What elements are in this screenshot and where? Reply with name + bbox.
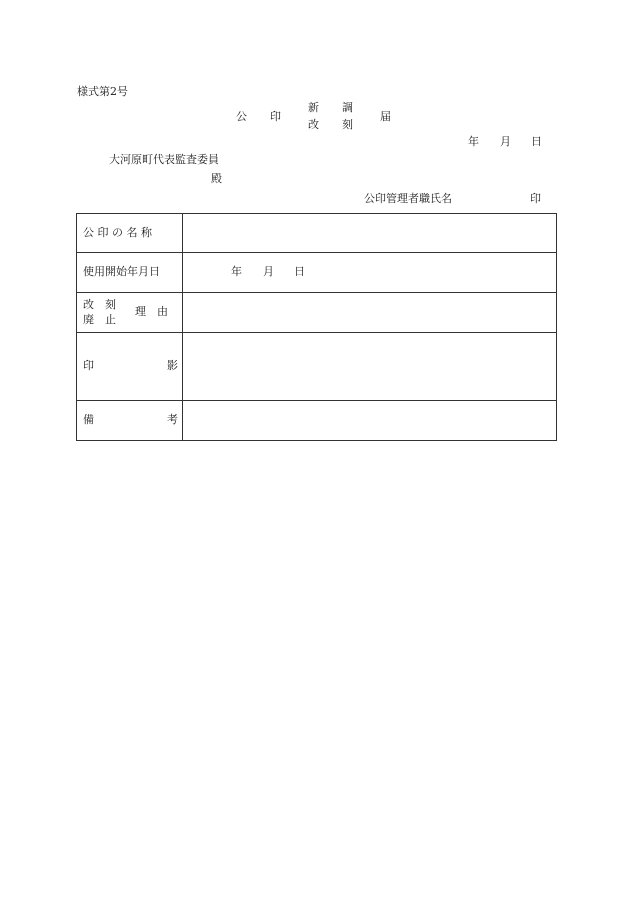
label-remarks [77,401,183,441]
impression-label-left: 印 [83,359,94,372]
seal-mark: 印 [530,192,541,205]
title-char-ko: 公 [236,110,247,123]
start-date-day: 日 [294,265,305,278]
value-seal-name[interactable] [183,214,557,253]
title-char-koku: 刻 [342,118,353,131]
date-month: 月 [500,135,511,148]
value-remarks[interactable] [183,401,557,441]
value-reason[interactable] [183,293,557,333]
date-year: 年 [468,135,479,148]
table-row [77,401,557,441]
remarks-label-left: 備 [83,413,94,426]
form-number: 様式第2号 [77,85,128,98]
start-date-label: 使用開始年月日 [83,265,160,278]
form-table [76,213,557,441]
impression-label-right: 影 [167,359,178,372]
title-char-shin: 新 [308,101,319,114]
table-row [77,253,557,293]
reason-label-upper: 改 刻 [83,298,116,311]
label-impression [77,333,183,401]
honorific: 殿 [211,172,222,185]
seal-name-label: 公 印 の 名 称 [83,226,152,239]
reason-label-lower: 廃 止 [83,313,116,326]
title-char-in: 印 [270,110,281,123]
title-char-kai: 改 [308,118,319,131]
label-start-date [77,253,183,293]
start-date-month: 月 [263,265,274,278]
date-day: 日 [531,135,542,148]
title-char-todoke: 届 [380,110,391,123]
table-row [77,293,557,333]
reason-label-right: 理 由 [135,305,168,318]
applicant-label: 公印管理者職氏名 [364,192,452,205]
table-row [77,333,557,401]
start-date-year: 年 [231,265,242,278]
addressee: 大河原町代表監査委員 [109,153,219,166]
label-seal-name [77,214,183,253]
table-row [77,214,557,253]
label-reason [77,293,183,333]
remarks-label-right: 考 [167,413,178,426]
value-start-date[interactable] [183,253,557,293]
value-impression[interactable] [183,333,557,401]
title-char-chou: 調 [342,101,353,114]
